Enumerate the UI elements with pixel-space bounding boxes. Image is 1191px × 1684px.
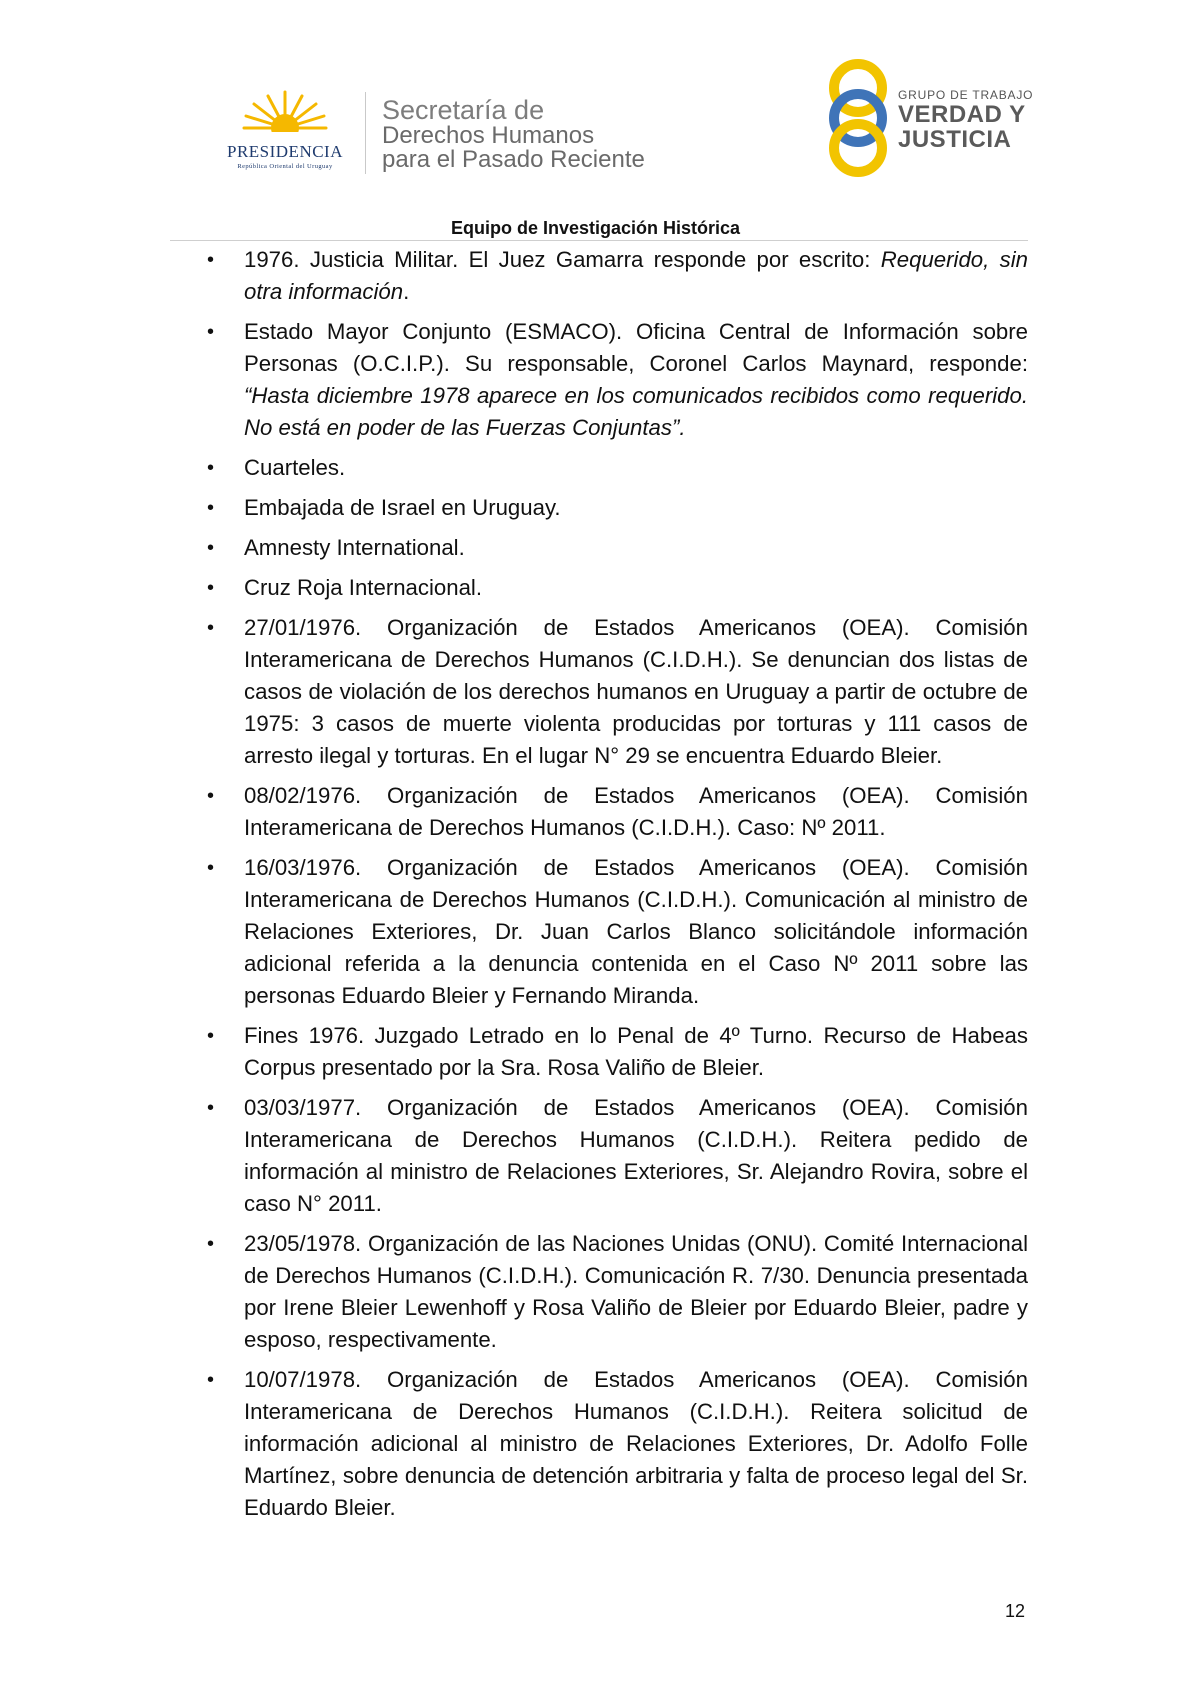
list-item-italic: “Hasta diciembre 1978 aparece en los comunicados recibidos como requerido. No está en poder de las Fuerzas Conjuntas”. bbox=[244, 383, 1028, 440]
presidencia-word: PRESIDENCIA bbox=[226, 142, 343, 161]
grupo-line-1: VERDAD Y bbox=[898, 101, 1026, 128]
logo-divider bbox=[365, 92, 366, 174]
list-item-text: Estado Mayor Conjunto (ESMACO). Oficina Central de Información sobre Personas (O.C.I.P.). Su responsable, Coronel Carlos Maynard, responde: bbox=[244, 319, 1028, 376]
presidencia-logo bbox=[210, 88, 360, 178]
presidencia-subtitle: República Oriental del Uruguay bbox=[237, 163, 333, 170]
list-item bbox=[205, 780, 1028, 844]
list-item bbox=[205, 1364, 1028, 1524]
header-rule bbox=[170, 240, 1028, 241]
document-body bbox=[205, 244, 1028, 1532]
list-item-text: Cuarteles. bbox=[244, 455, 346, 480]
list-item-text: 23/05/1978. Organización de las Naciones Unidas (ONU). Comité Internacional de Derechos Humanos (C.I.D.H.). Comunicación R. 7/30. Denuncia presentada por Irene Bleier Lewenhoff y Rosa Valiño de Bleier por Eduardo Bleier, padre y esposo, respectivamente. bbox=[244, 1231, 1028, 1352]
list-item-text: 16/03/1976. Organización de Estados Americanos (OEA). Comisión Interamericana de Derechos Humanos (C.I.D.H.). Comunicación al ministro de Relaciones Exteriores, Dr. Juan Carlos Blanco solicitándole información adicional referida a la denuncia contenida en el Caso Nº 2011 sobre las personas Eduardo Bleier y Fernando Miranda. bbox=[244, 855, 1028, 1008]
list-item bbox=[205, 572, 1028, 604]
list-item-text: Fines 1976. Juzgado Letrado en lo Penal de 4º Turno. Recurso de Habeas Corpus presentado por la Sra. Rosa Valiño de Bleier. bbox=[244, 1023, 1028, 1080]
list-item bbox=[205, 852, 1028, 1012]
list-item-italic: Requerido, sin otra información bbox=[244, 247, 1028, 304]
grupo-line-2: JUSTICIA bbox=[898, 126, 1012, 153]
list-item-text: Amnesty International. bbox=[244, 535, 465, 560]
list-item bbox=[205, 244, 1028, 308]
page-header bbox=[0, 0, 1191, 240]
list-item bbox=[205, 1020, 1028, 1084]
list-item-tail: . bbox=[403, 279, 410, 304]
list-item bbox=[205, 492, 1028, 524]
list-item-text: Embajada de Israel en Uruguay. bbox=[244, 495, 561, 520]
list-item-text: 27/01/1976. Organización de Estados Americanos (OEA). Comisión Interamericana de Derechos Humanos (C.I.D.H.). Se denuncian dos listas de casos de violación de los derechos humanos en Uruguay a partir de octubre de 1975: 3 casos de muerte violenta producidas por torturas y 111 casos de arresto ilegal y torturas. En el lugar N° 29 se encuentra Eduardo Bleier. bbox=[244, 615, 1028, 768]
list-item bbox=[205, 532, 1028, 564]
list-item bbox=[205, 316, 1028, 444]
secretaria-line-1: Secretaría de bbox=[382, 95, 545, 125]
list-item-text: Cruz Roja Internacional. bbox=[244, 575, 483, 600]
list-item bbox=[205, 1092, 1028, 1220]
list-item-text: 03/03/1977. Organización de Estados Americanos (OEA). Comisión Interamericana de Derechos Humanos (C.I.D.H.). Reitera pedido de información al ministro de Relaciones Exteriores, Sr. Alejandro Rovira, sobre el caso N° 2011. bbox=[244, 1095, 1028, 1216]
secretaria-line-3: para el Pasado Reciente bbox=[382, 146, 645, 173]
secretaria-logo-text bbox=[382, 96, 645, 172]
page-number: 12 bbox=[1005, 1601, 1026, 1621]
secretaria-line-2: Derechos Humanos bbox=[382, 122, 595, 149]
list-item-text: 08/02/1976. Organización de Estados Americanos (OEA). Comisión Interamericana de Derechos Humanos (C.I.D.H.). Caso: Nº 2011. bbox=[244, 783, 1028, 840]
team-title: Equipo de Investigación Histórica bbox=[450, 218, 741, 238]
bullet-list bbox=[205, 244, 1028, 1524]
list-item-text: 10/07/1978. Organización de Estados Americanos (OEA). Comisión Interamericana de Derechos Humanos (C.I.D.H.). Reitera solicitud de información adicional al ministro de Relaciones Exteriores, Dr. Adolfo Folle Martínez, sobre denuncia de detención arbitraria y falta de proceso legal del Sr. Eduardo Bleier. bbox=[244, 1367, 1028, 1520]
grupo-small-label: GRUPO DE TRABAJO bbox=[898, 88, 1034, 102]
list-item bbox=[205, 452, 1028, 484]
list-item-text: 1976. Justicia Militar. El Juez Gamarra responde por escrito: bbox=[244, 247, 881, 272]
grupo-trabajo-text bbox=[898, 88, 1033, 152]
list-item bbox=[205, 1228, 1028, 1356]
list-item bbox=[205, 612, 1028, 772]
sun-icon bbox=[210, 88, 360, 144]
